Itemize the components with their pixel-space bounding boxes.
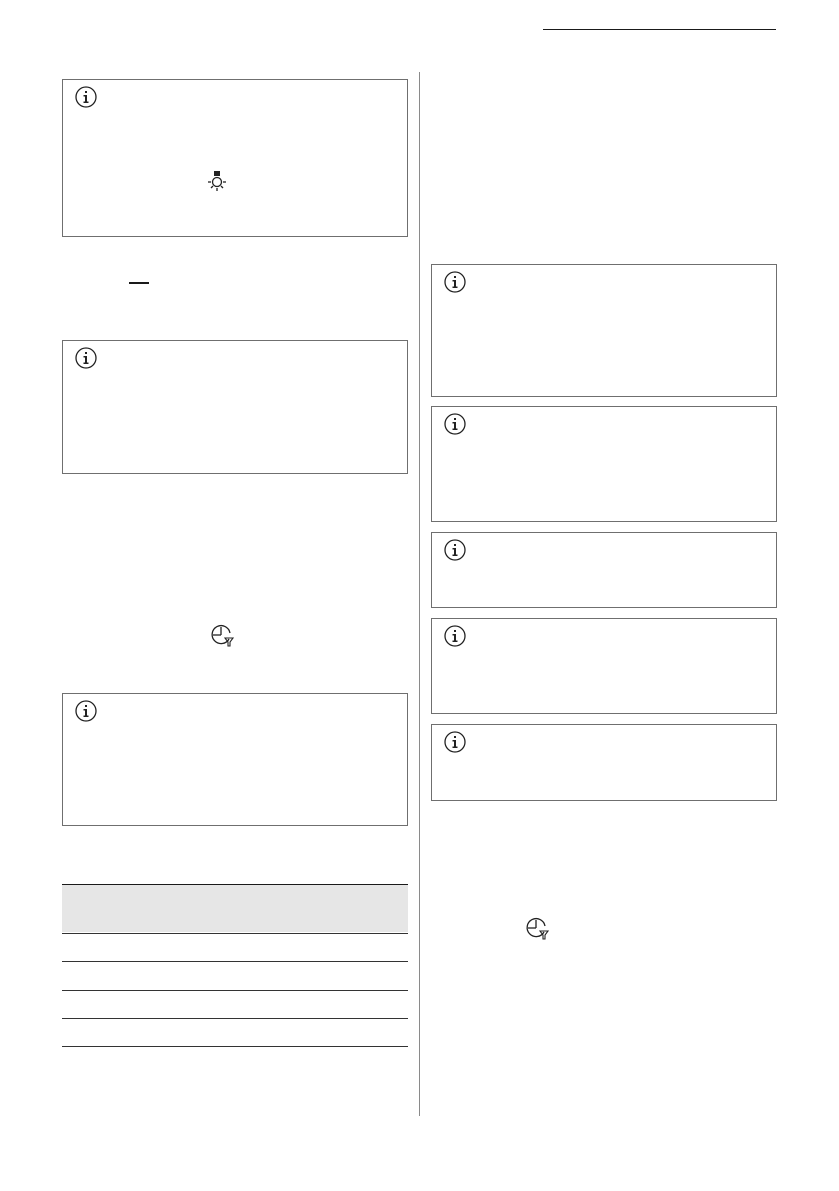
info-box-8 <box>431 724 777 801</box>
info-box-4 <box>431 264 777 397</box>
info-icon <box>75 86 97 108</box>
info-box-light <box>62 79 408 237</box>
info-box-3 <box>62 693 408 826</box>
table-row <box>62 990 408 991</box>
info-box-7 <box>431 618 777 714</box>
table-row <box>62 961 408 962</box>
filter-timer-icon <box>209 623 235 649</box>
info-icon <box>444 625 466 647</box>
info-icon <box>444 271 466 293</box>
table-row <box>62 1018 408 1019</box>
info-icon <box>75 700 97 722</box>
column-divider <box>419 72 420 1116</box>
info-icon <box>444 413 466 435</box>
info-box-6 <box>431 532 777 608</box>
info-box-5 <box>431 406 777 522</box>
table-row <box>62 1046 408 1047</box>
table-top-rule <box>62 884 408 885</box>
info-icon <box>444 731 466 753</box>
table-header <box>62 884 408 932</box>
filter-timer-icon <box>524 916 550 942</box>
header-rule <box>543 29 776 30</box>
table-row <box>62 933 408 934</box>
info-icon <box>75 347 97 369</box>
info-box-2 <box>62 340 408 474</box>
light-bulb-icon <box>205 170 229 194</box>
info-icon <box>444 539 466 561</box>
minus-icon <box>129 282 149 284</box>
